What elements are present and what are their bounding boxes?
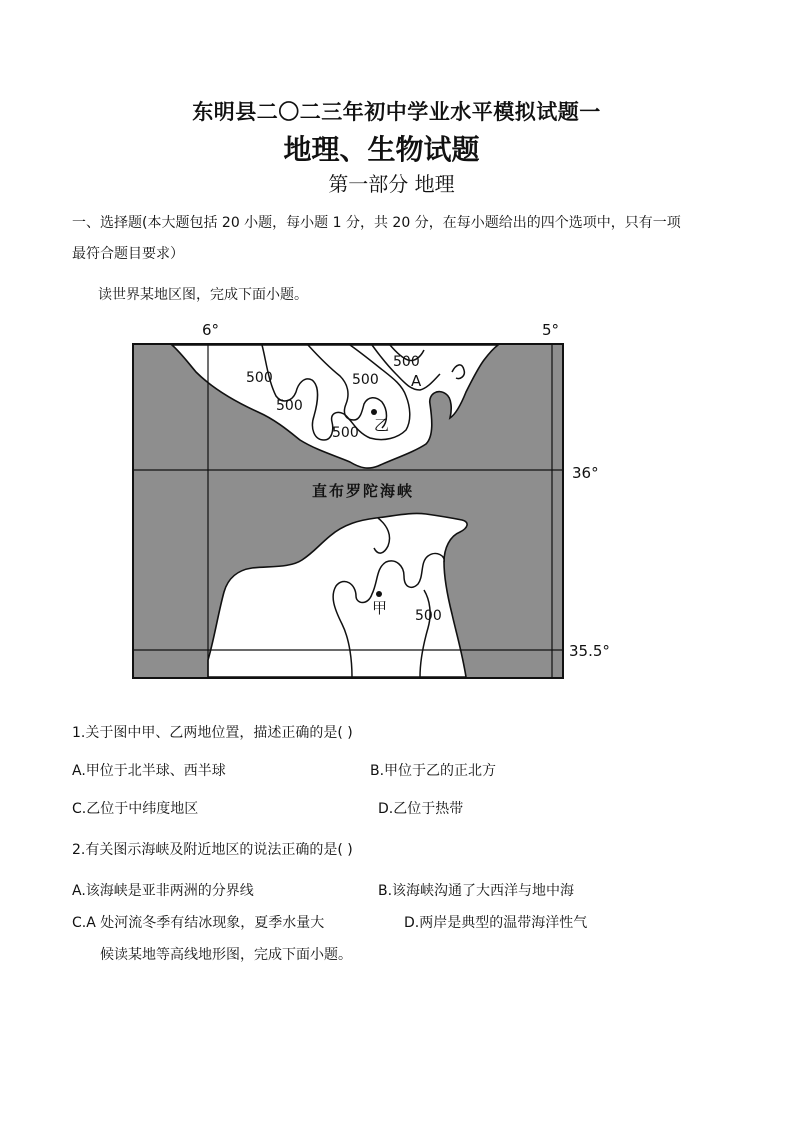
contour-value-label: 500 — [332, 425, 359, 441]
exam-title: 东明县二〇二三年初中学业水平模拟试题一 — [192, 99, 601, 124]
contour-value-label: 500 — [246, 370, 273, 386]
longitude-label-left: 6° — [202, 321, 220, 339]
contour-value-label: 500 — [393, 354, 420, 370]
next-section-intro: 候读某地等高线地形图，完成下面小题。 — [100, 947, 352, 963]
question-2-option-c: C.A 处河流冬季有结冰现象，夏季水量大 — [72, 915, 325, 931]
point-a-label: A — [411, 372, 422, 390]
question-1-option-b: B.甲位于乙的正北方 — [370, 763, 497, 779]
question-1-stem: 1.关于图中甲、乙两地位置，描述正确的是( ) — [72, 725, 353, 741]
section-instruction-line1: 一、选择题(本大题包括 20 小题，每小题 1 分，共 20 分，在每小题给出的四个选项中，只有一项 — [72, 215, 681, 231]
question-1-option-c: C.乙位于中纬度地区 — [72, 801, 199, 817]
question-2-option-a: A.该海峡是亚非两洲的分界线 — [72, 883, 254, 899]
section-instruction-line2: 最符合题目要求） — [72, 246, 184, 262]
contour-value-label: 500 — [352, 372, 379, 388]
question-2-option-d: D.两岸是典型的温带海洋性气 — [404, 915, 588, 931]
point-yi-marker — [371, 409, 377, 415]
question-2-stem: 2.有关图示海峡及附近地区的说法正确的是( ) — [72, 842, 353, 858]
point-jia-label: 甲 — [372, 599, 388, 617]
latitude-label-35-5: 35.5° — [569, 642, 610, 660]
question-1-option-a: A.甲位于北半球、西半球 — [72, 763, 226, 779]
question-1-option-d: D.乙位于热带 — [378, 801, 464, 817]
question-2-option-b: B.该海峡沟通了大西洋与地中海 — [378, 883, 575, 899]
strait-name-label: 直布罗陀海峡 — [312, 482, 415, 500]
contour-value-label: 500 — [276, 398, 303, 414]
longitude-label-right: 5° — [542, 321, 560, 339]
map-intro: 读世界某地区图，完成下面小题。 — [98, 287, 308, 303]
exam-part: 第一部分 地理 — [328, 172, 455, 196]
exam-subject: 地理、生物试题 — [283, 133, 480, 166]
point-jia-marker — [376, 591, 382, 597]
point-yi-label: 乙 — [374, 416, 390, 434]
latitude-label-36: 36° — [572, 464, 599, 482]
contour-value-label: 500 — [415, 608, 442, 624]
